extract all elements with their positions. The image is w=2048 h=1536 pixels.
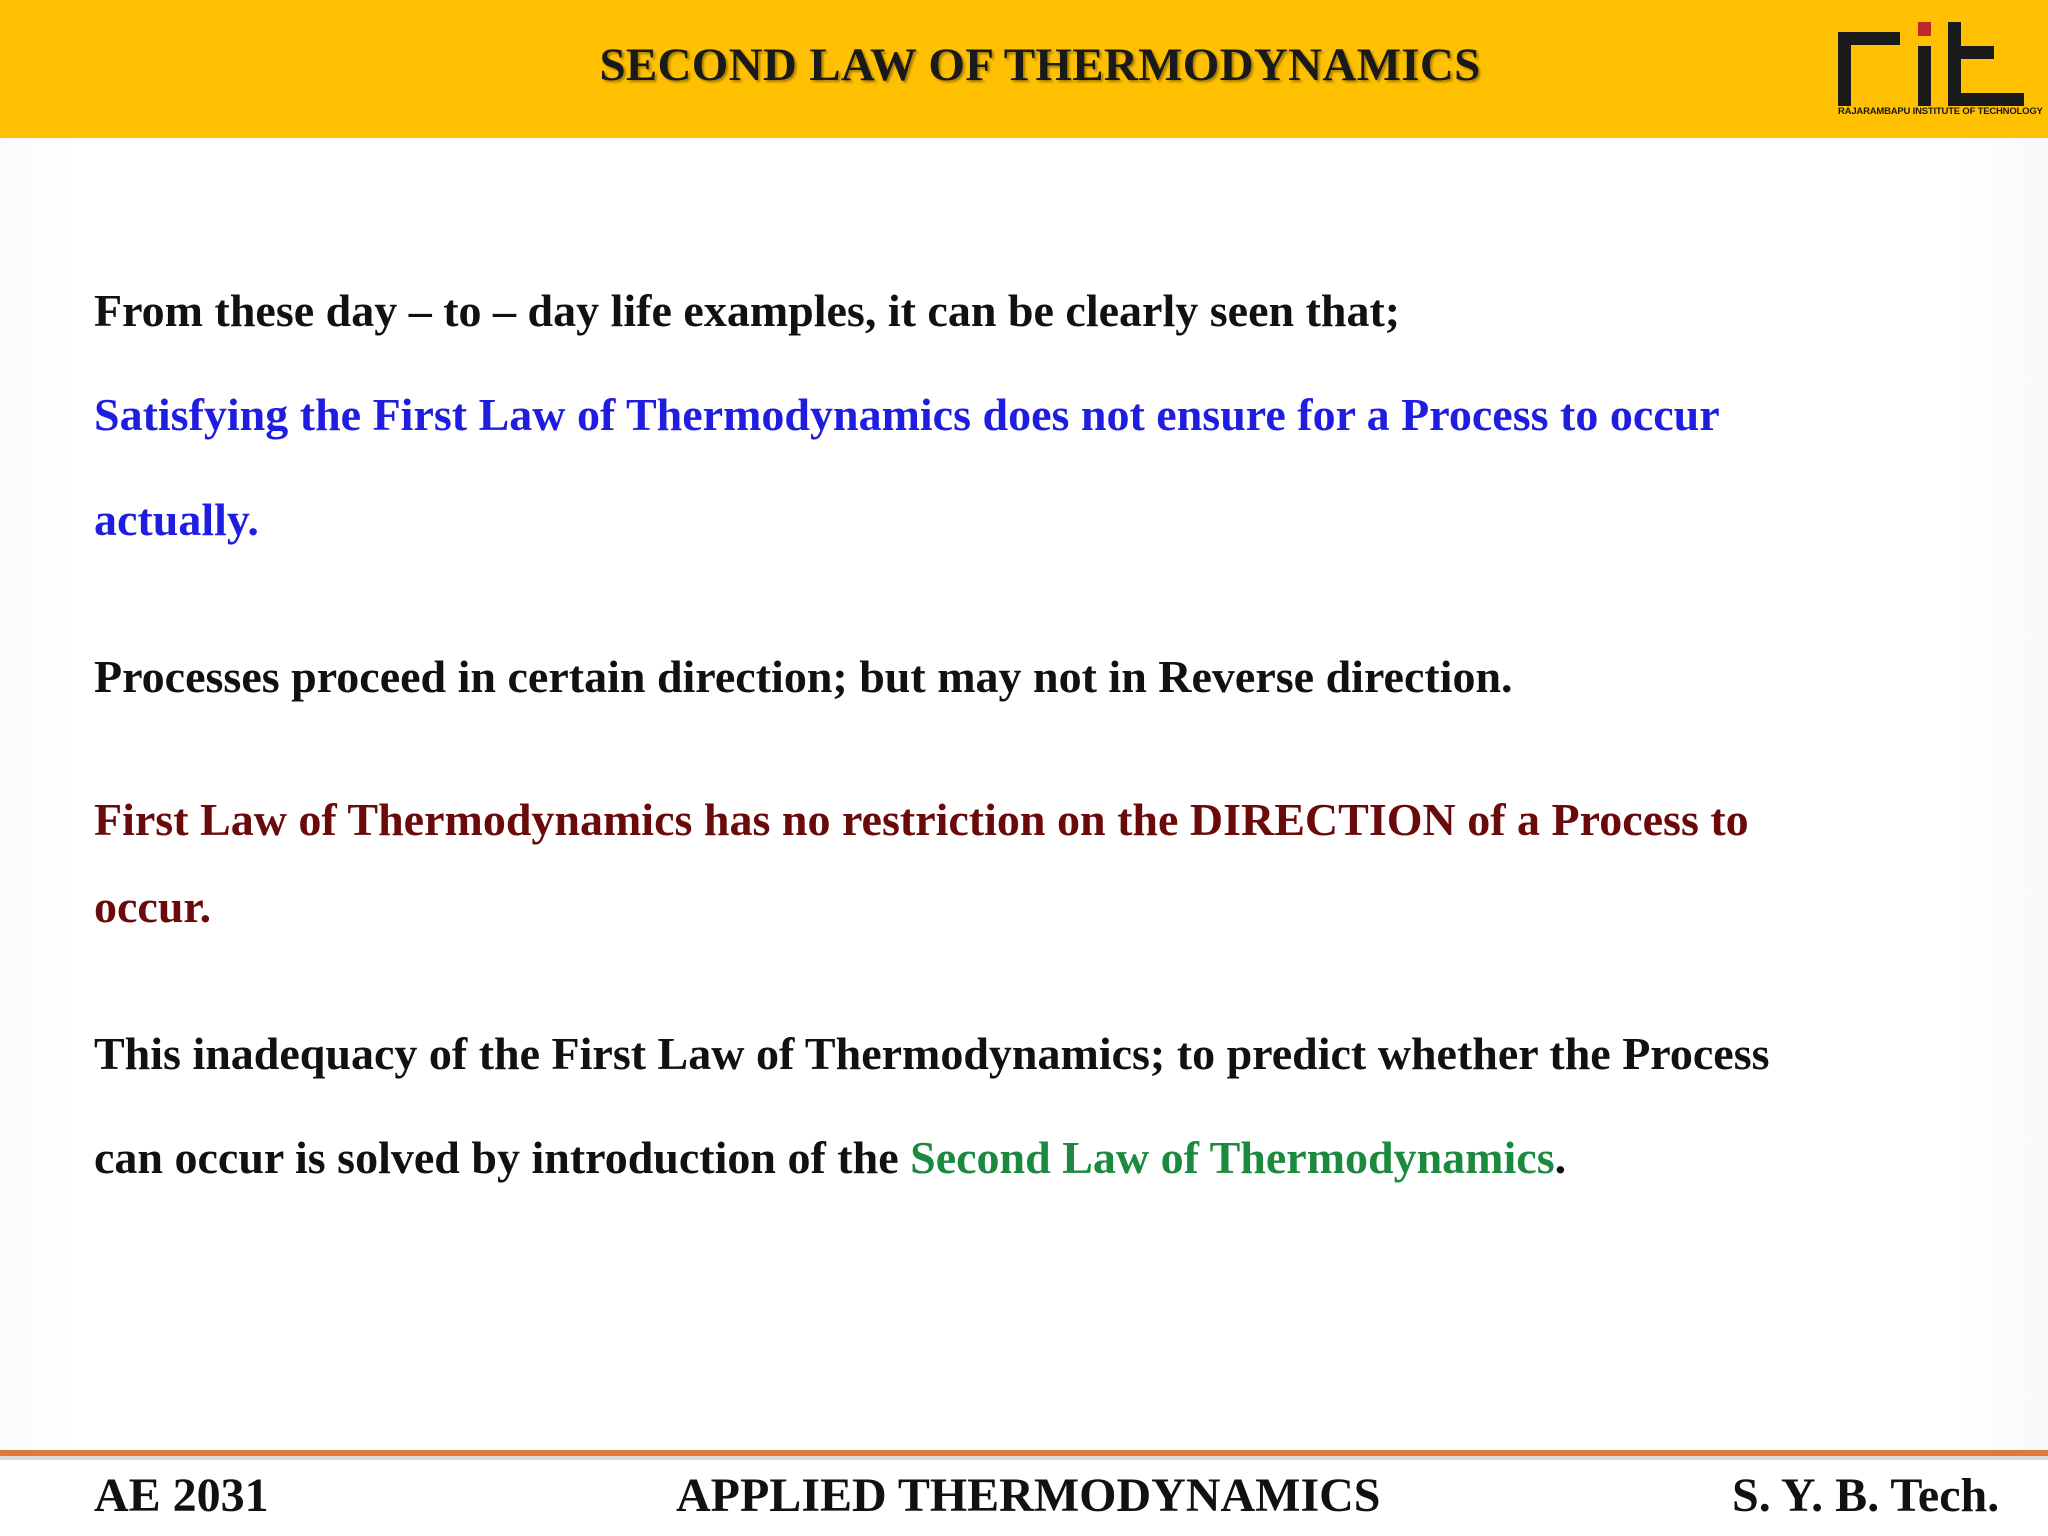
footer-course-code: AE 2031	[94, 1469, 269, 1522]
inadequacy-statement-line2	[94, 1131, 1566, 1184]
second-law-highlight: Second Law of Thermodynamics	[910, 1132, 1555, 1183]
direction-statement: Processes proceed in certain direction; but may not in Reverse direction.	[94, 651, 1513, 702]
restriction-statement-line2: occur.	[94, 881, 212, 932]
inadequacy-statement-line1: This inadequacy of the First Law of Thermodynamics; to predict whether the Process	[94, 1028, 1770, 1079]
first-law-statement-line2: actually.	[94, 494, 259, 545]
intro-line: From these day – to – day life examples, it can be clearly seen that;	[94, 285, 1401, 336]
logo-subtitle: RAJARAMBAPU INSTITUTE OF TECHNOLOGY	[1838, 106, 2043, 117]
header-bar	[0, 0, 2048, 138]
restriction-statement-line1: First Law of Thermodynamics has no restriction on the DIRECTION of a Process to	[94, 794, 1749, 845]
slide-title: SECOND LAW OF THERMODYNAMICS	[599, 39, 1481, 91]
inadequacy-suffix: .	[1554, 1132, 1567, 1183]
footer-divider-shadow	[0, 1456, 2048, 1460]
footer-class: S. Y. B. Tech.	[1732, 1469, 2000, 1522]
inadequacy-prefix: can occur is solved by introduction of the	[94, 1132, 911, 1183]
footer-course-name: APPLIED THERMODYNAMICS	[676, 1469, 1381, 1522]
first-law-statement-line1: Satisfying the First Law of Thermodynamics does not ensure for a Process to occur	[94, 389, 1720, 440]
